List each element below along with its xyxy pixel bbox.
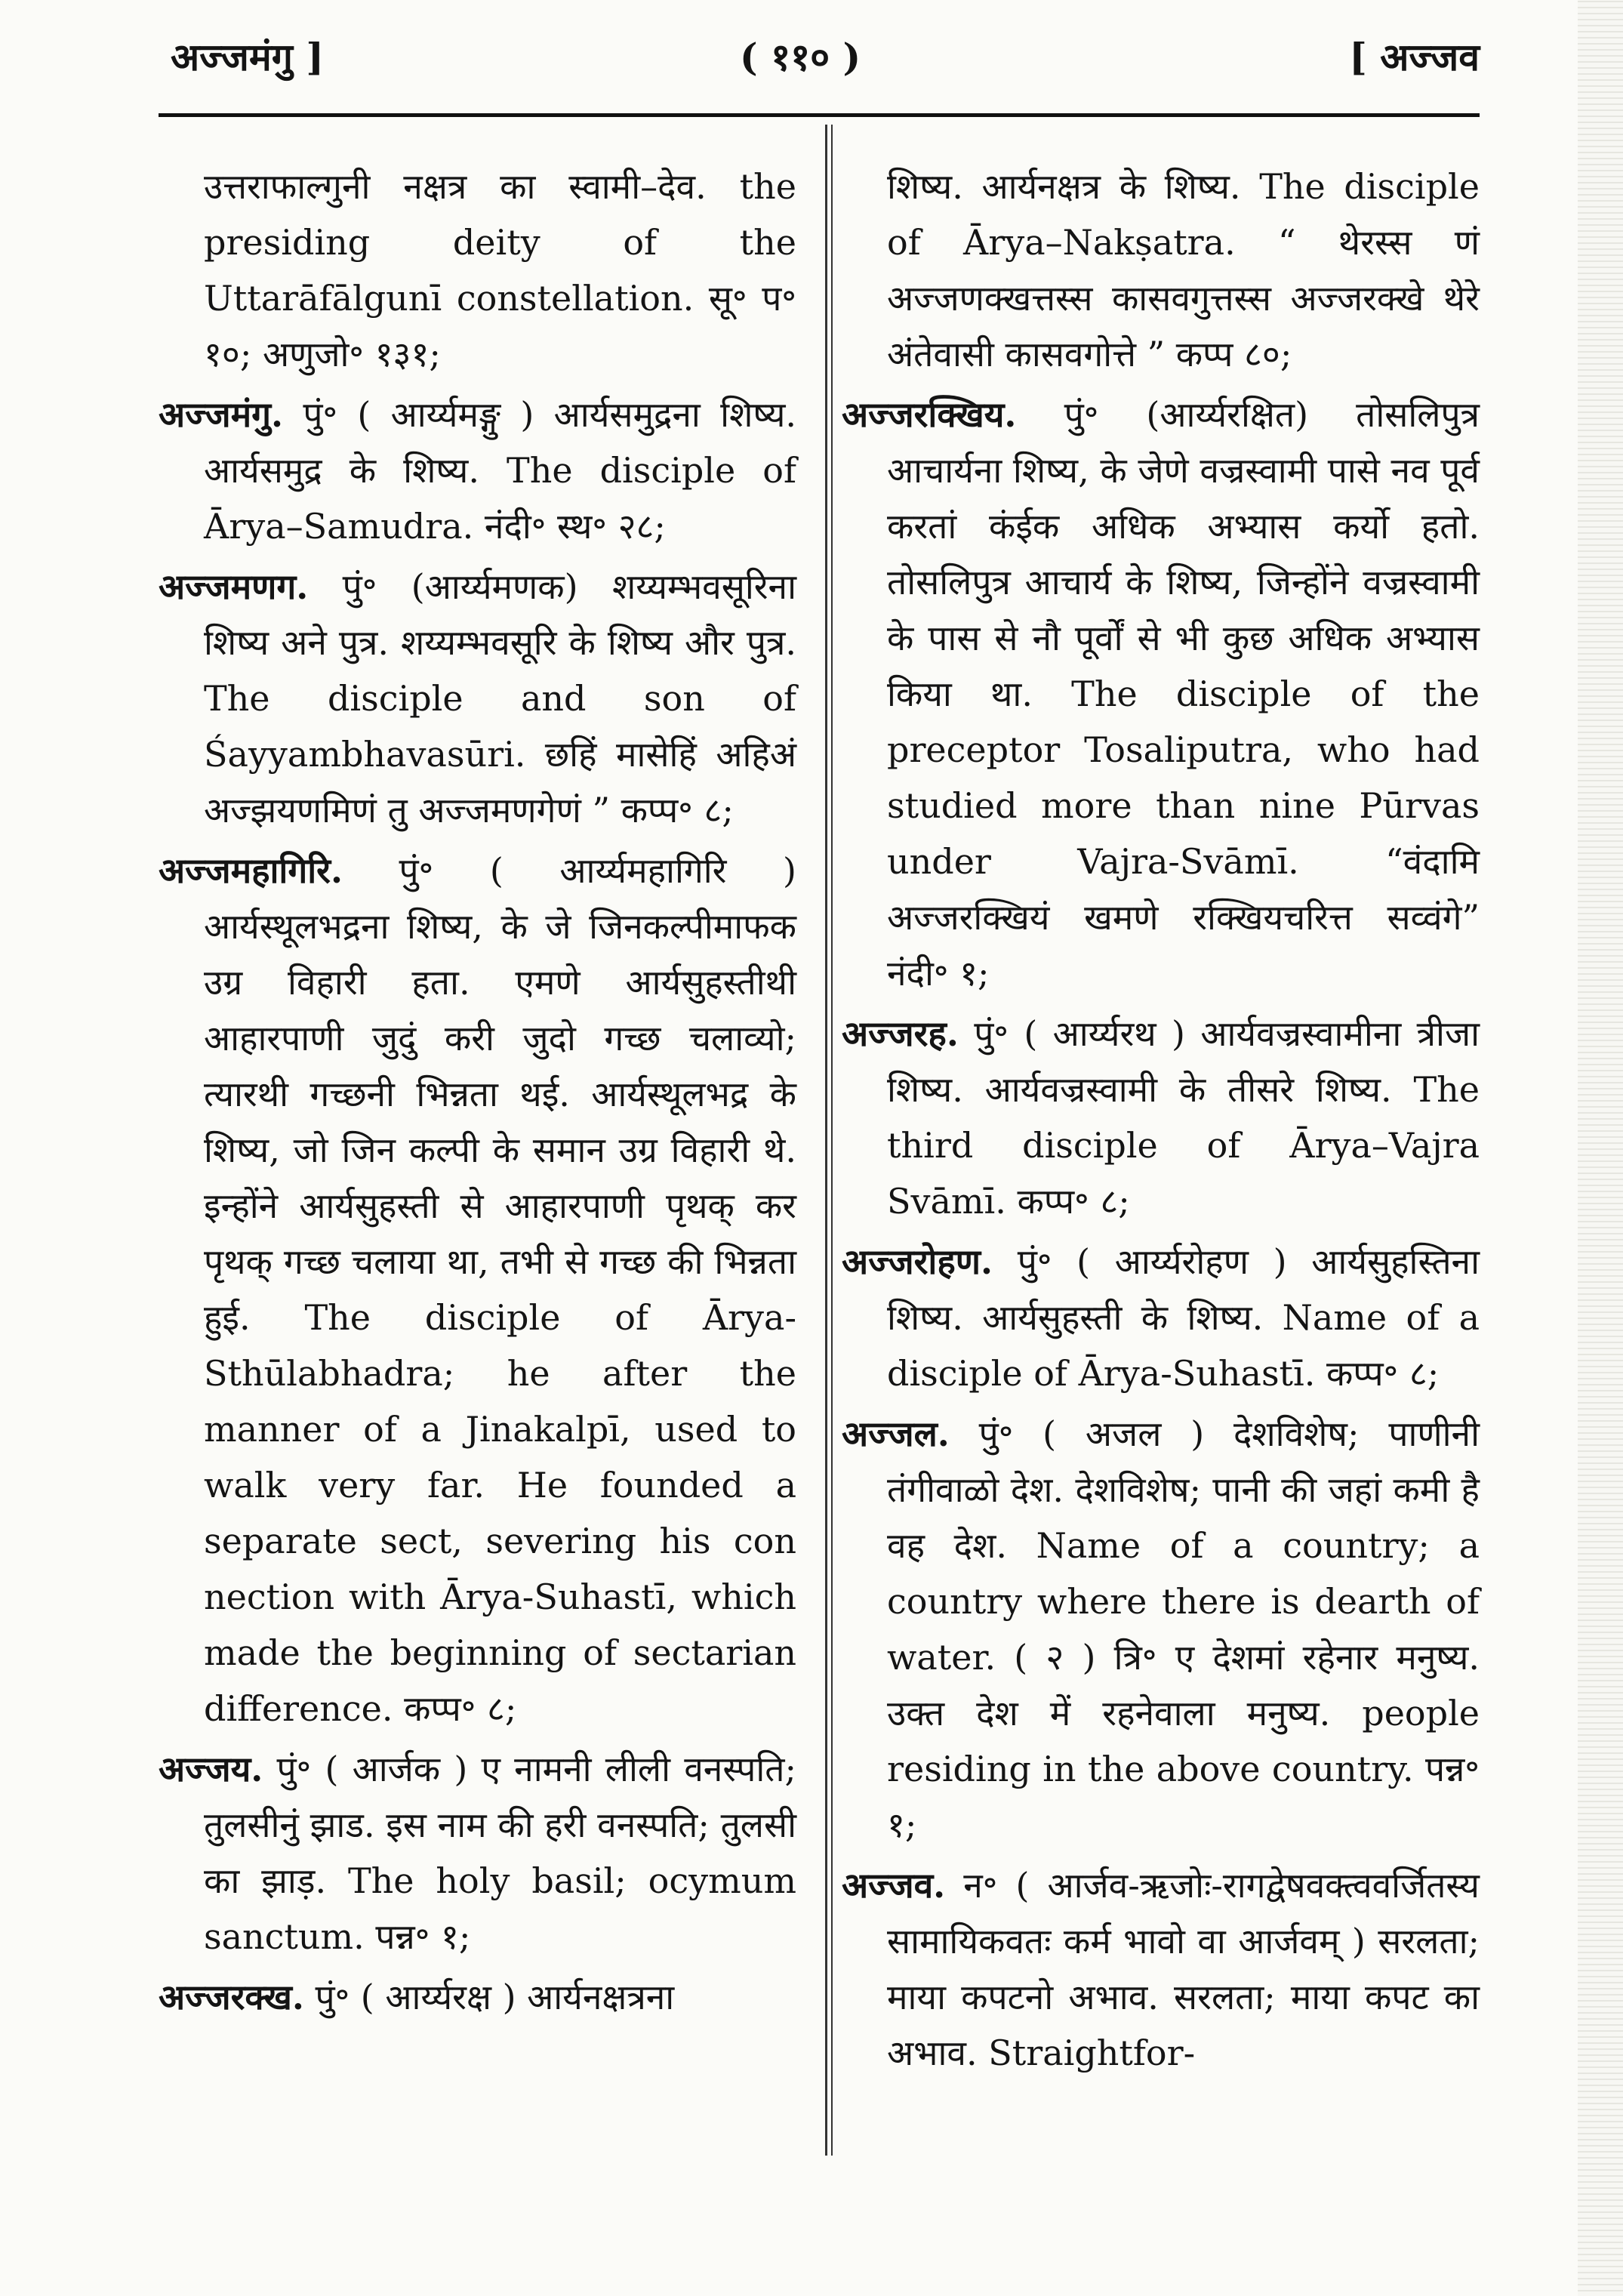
entry-text: शिष्य. आर्यनक्षत्र के शिष्य. The disciple of Ārya–Nakṣatra. “ थेरस्स णं अज्जणक्खत्तस्स कासवगुत्तस्स अज्जरक्खे थेरे अंतेवासी कासवगोत्ते ” कप्प ८०; (887, 166, 1480, 374)
entry-text: पुं॰ ( आर्जक ) ए नामनी लीली वनस्पति; तुलसीनुं झाड. इस नाम की हरी वनस्पति; तुलसी का झाड़. The holy basil; ocymum sanctum. पन्न॰ १; (204, 1749, 796, 1957)
dictionary-entry (159, 1741, 796, 1965)
dictionary-entry (842, 1406, 1480, 1853)
entry-headword: अज्जमणग. (159, 566, 309, 607)
entry-headword: अज्जल. (842, 1413, 950, 1454)
left-column (159, 159, 796, 2029)
dictionary-entry (842, 159, 1480, 382)
entry-text: पुं॰ (आर्य्यमणक) शय्यम्भवसूरिना शिष्य अने पुत्र. शय्यम्भवसूरि के शिष्य और पुत्र. The disciple and son of Śayyambhavasūri. छहिं मासेहिं अहिअं अज्झयणमिणं तु अज्जमणगेणं ” कप्प॰ ८; (204, 566, 796, 831)
entry-text: पुं॰ ( आर्य्यरक्ष ) आर्यनक्षत्रना (303, 1977, 675, 2017)
header-rule (159, 113, 1480, 117)
entry-text: पुं॰ ( आर्य्यमहागिरि ) आर्यस्थूलभद्रना शिष्य, के जे जिनकल्पीमाफक उग्र विहारी हता. एमणे आर्यसुहस्तीथी आहारपाणी जुदुं करी जुदो गच्छ चलाव्यो; त्यारथी गच्छनी भिन्नता थई. आर्यस्थूलभद्र के शिष्य, जो जिन कल्पी के समान उग्र विहारी थे. इन्होंने आर्यसुहस्ती से आहारपाणी पृथक् कर पृथक् गच्छ चलाया था, तभी से गच्छ की भिन्नता हुई. The disciple of Ārya-Sthūlabhadra; he after the manner of a Jinakalpī, used to walk very far. He founded a separate sect, severing his con nection with Ārya-Suhastī, which made the beginning of sectarian difference. कप्प॰ ८; (204, 850, 796, 1729)
dictionary-entry (159, 559, 796, 838)
dictionary-entry (842, 387, 1480, 1001)
dictionary-entry (842, 1857, 1480, 2081)
entry-headword: अज्जरोहण. (842, 1241, 993, 1282)
page-edge (1578, 0, 1623, 2296)
entry-headword: अज्जरक्ख. (159, 1977, 304, 2017)
page-number: ( ११० ) (740, 35, 861, 79)
entry-headword: अज्जमहागिरि. (159, 850, 343, 891)
dictionary-entry (842, 1234, 1480, 1401)
entry-text: पुं॰ ( अजल ) देशविशेष; पाणीनी तंगीवाळो देश. देशविशेष; पानी की जहां कमी है वह देश. Name of a country; a country where there is dearth of water. ( २ ) त्रि॰ ए देशमां रहेनार मनुष्य. उक्त देश में रहनेवाला मनुष्य. people residing in the above country. पन्न॰ १; (887, 1413, 1480, 1845)
entry-text: पुं॰ ( आर्य्यमङ्गु ) आर्यसमुद्रना शिष्य. आर्यसमुद्र के शिष्य. The disciple of Ārya–Samudra. नंदी॰ स्थ॰ २८; (204, 394, 796, 547)
dictionary-entry (159, 843, 796, 1737)
running-head-right: [ अज्जव (1349, 35, 1480, 79)
entry-headword: अज्जरह. (842, 1013, 959, 1054)
entry-headword: अज्जरक्खिय. (842, 394, 1017, 435)
entry-headword: अज्जव. (842, 1865, 946, 1906)
column-divider-inner (831, 125, 833, 2156)
dictionary-entry (159, 387, 796, 554)
right-column (842, 159, 1480, 2085)
entry-text: उत्तराफाल्गुनी नक्षत्र का स्वामी–देव. the presiding deity of the Uttarāfālgunī constellation. सू॰ प॰ १०; अणुजो॰ १३१; (204, 166, 796, 374)
dictionary-entry (842, 1006, 1480, 1229)
dictionary-entry (159, 159, 796, 382)
entry-text: पुं॰ ( आर्य्यरथ ) आर्यवज्रस्वामीना त्रीजा शिष्य. आर्यवज्रस्वामी के तीसरे शिष्य. The third disciple of Ārya–Vajra Svāmī. कप्प॰ ८; (887, 1013, 1480, 1222)
entry-headword: अज्जमंगु. (159, 394, 284, 435)
entry-text: पुं॰ ( आर्य्यरोहण ) आर्यसुहस्तिना शिष्य. आर्यसुहस्ती के शिष्य. Name of a disciple of Ārya-Suhastī. कप्प॰ ८; (887, 1241, 1480, 1394)
page-header (0, 30, 1623, 91)
entry-headword: अज्जय. (159, 1749, 263, 1789)
entry-text: न॰ ( आर्जव-ऋजोः-रागद्वेषवक्त्ववर्जितस्य सामायिकवतः कर्म भावो वा आर्जवम् ) सरलता; माया कपटनो अभाव. सरलता; माया कपट का अभाव. Straightfor- (887, 1865, 1480, 2073)
running-head-left: अज्जमंगु ] (171, 35, 325, 79)
column-divider (825, 125, 827, 2156)
entry-text: पुं॰ (आर्य्यरक्षित) तोसलिपुत्र आचार्यना शिष्य, के जेणे वज्रस्वामी पासे नव पूर्व करतां कंईक अधिक अभ्यास कर्यो हतो. तोसलिपुत्र आचार्य के शिष्य, जिन्होंने वज्रस्वामी के पास से नौ पूर्वों से भी कुछ अधिक अभ्यास किया था. The disciple of the preceptor Tosaliputra, who had studied more than nine Pūrvas under Vajra-Svāmī. “वंदामि अज्जरक्खियं खमणे रक्खियचरित्त सव्वंगे” नंदी॰ १; (887, 394, 1480, 994)
dictionary-entry (159, 1969, 796, 2025)
